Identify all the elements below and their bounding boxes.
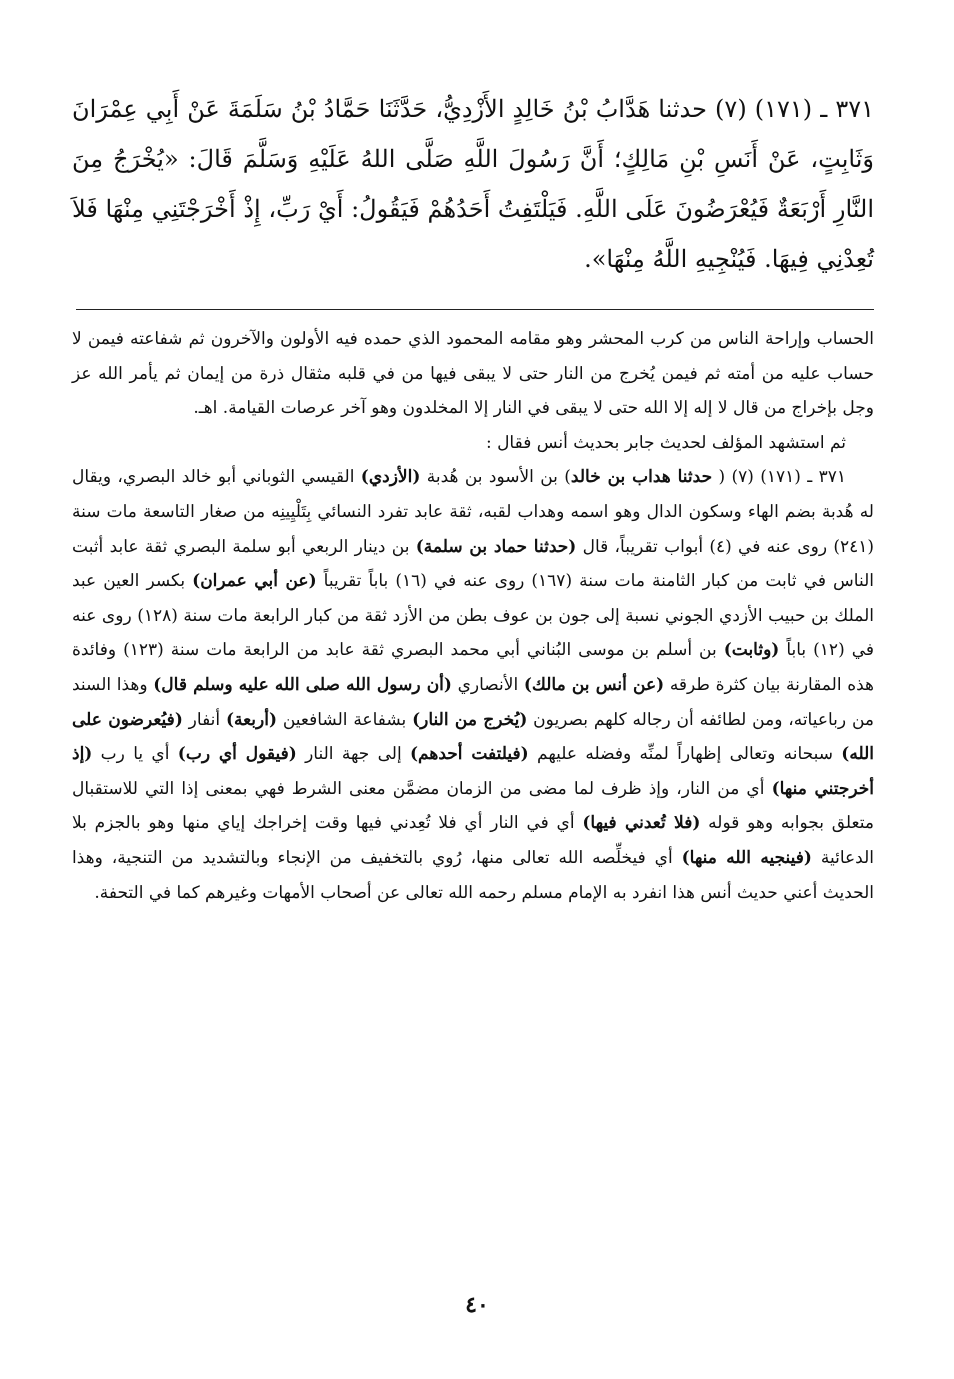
hadith-text: ٣٧١ ـ (١٧١) (٧) حدثنا هَدَّابُ بْنُ خَالِدٍ الأَزْدِيُّ، حَدَّثَنَا حَمَّادُ بْنُ سَلَمَةَ عَنْ أَبِي عِمْرَانَ وَثَابِتٍ، عَنْ أَنَسِ بْنِ مَالِكٍ؛ أَنَّ رَسُولَ اللَّهِ صَلَّى اللهُ عَلَيْهِ وَسَلَّمَ قَالَ: «يُخْرَجُ مِنَ النَّارِ أَرْبَعَةٌ فَيُعْرَضُونَ عَلَى اللَّهِ. فَيَلْتَفِتُ أَحَدُهُمْ فَيَقُولُ: أَيْ رَبِّ، إِذْ أَخْرَجْتَنِي مِنْهَا فَلاَ تُعِدْنِي فِيهَا. فَيُنْجِيهِ اللَّهُ مِنْهَا».: [72, 95, 875, 273]
bold-phrase: (فيقول أي رب): [177, 744, 297, 765]
footnote-divider: [76, 309, 874, 310]
commentary-text: أي يا رب: [92, 744, 178, 765]
bold-phrase: (فيُعرضون على الله): [72, 709, 874, 765]
commentary-text: بن دينار الربعي أبو سلمة البصري ثقة عابد أثبت الناس في ثابت من كبار الثامنة مات سنة (١٦٧) روى عنه في (١٦) باباً تقريباً: [72, 536, 874, 592]
commentary-text: الأنصاري: [451, 674, 524, 695]
commentary-text: بن أسلم بن موسى البُناني أبي محمد البصري ثقة عابد من الرابعة مات سنة (١٢٣) وفائدة هذه المقارنة بيان كثرة طرقه: [72, 640, 874, 695]
bold-phrase: (عن أنس بن مالك): [523, 674, 665, 695]
bold-phrase: (فلا تُعدني فيها): [582, 813, 701, 834]
bold-phrase: (أربعة): [225, 709, 278, 730]
bold-phrase: حدثنا هداب بن خالد: [570, 467, 713, 488]
bold-phrase: (حدثنا حماد بن سلمة): [415, 536, 577, 557]
commentary-text: وهذا السند من رباعياته، ومن لطائفه أن رجاله كلهم بصريون: [72, 674, 874, 730]
commentary-text: بشفاعة الشافعين: [277, 709, 413, 730]
commentary-text: أي فيخلِّصه الله تعالى منها، رُوي بالتخفيف من الإنجاء وبالتشديد من التنجية، وهذا الحديث أعني حديث أنس هذا انفرد به الإمام مسلم رحمه الله تعالى عن أصحاب الأمهات وغيرهم كما في التحفة.: [72, 847, 874, 903]
commentary-text: ٣٧١ ـ (١٧١) (٧) (: [712, 467, 847, 488]
bold-phrase: (إذ أخرجتني منها): [72, 744, 875, 799]
commentary-paragraph-1: الحساب وإراحة الناس من كرب المحشر وهو مقامه المحمود الذي حمده فيه الأولون والآخرون ثم شفاعته فيمن لا حساب عليه من أمته ثم فيمن يُخرج من النار حتى لا يبقى فيها من في قلبه مثقال ذرة من إيمان ثم يأمر الله عز وجل بإخراج من قال لا إله إلا الله حتى لا يبقى في النار إلا المخلدون وهو آخر عرصات القيامة. اهـ.: [72, 329, 874, 419]
commentary-paragraph-3: [72, 460, 874, 910]
bold-phrase: (وثابت): [723, 640, 780, 661]
commentary-text: سبحانه وتعالى إظهاراً لمنِّه وفضله عليهم: [528, 744, 842, 765]
commentary-text: أنفار: [182, 709, 226, 730]
commentary-text: أي من النار، وإذ ظرف لما مضى من الزمان مضمَّن معنى الشرط فهي بمعنى إذا التي للاستقبال متعلق بجوابه وهو قوله: [72, 778, 874, 834]
bold-phrase: (عن أبي عمران): [192, 571, 317, 592]
commentary-text: إلى جهة النار: [296, 744, 411, 765]
commentary-paragraph-2: ثم استشهد المؤلف لحديث جابر بحديث أنس فقال :: [485, 432, 846, 453]
commentary-text: أي في النار أي فلا تُعِدني فيها وقت إخراجك إياي منها وهو بالجزم بلا الدعائية: [72, 813, 874, 868]
bold-phrase: (يُخرج من النار): [412, 709, 528, 730]
bold-phrase: (الأزدي): [360, 467, 421, 488]
bold-phrase: (فينجيه الله منها): [681, 847, 812, 868]
page-number: ٤٠: [465, 1292, 489, 1318]
bold-phrase: (فيلتفت أحدهم): [410, 744, 529, 765]
commentary: [72, 322, 874, 910]
commentary-text: القيسي الثوباني أبو خالد البصري، ويقال له هُدبة بضم الهاء وسكون الدال وهو اسمه وهداب لقبه، ثقة عابد تفرد النسائي بِتَلْيِينِه من صغار التاسعة مات سنة (٢٤١) روى عنه في (٤) أبواب تقريباً، قال: [72, 467, 875, 557]
commentary-text: بكسر العين عبد الملك بن حبيب الأزدي الجوني نسبة إلى جون بن عوف بطن من الأزد ثقة من كبار الرابعة مات سنة (١٢٨) روى عنه في (١٢) باباً: [72, 571, 874, 661]
commentary-text: ) بن الأسود بن هُدبة: [420, 467, 571, 488]
bold-phrase: (أن رسول الله صلى الله عليه وسلم قال): [153, 674, 452, 695]
